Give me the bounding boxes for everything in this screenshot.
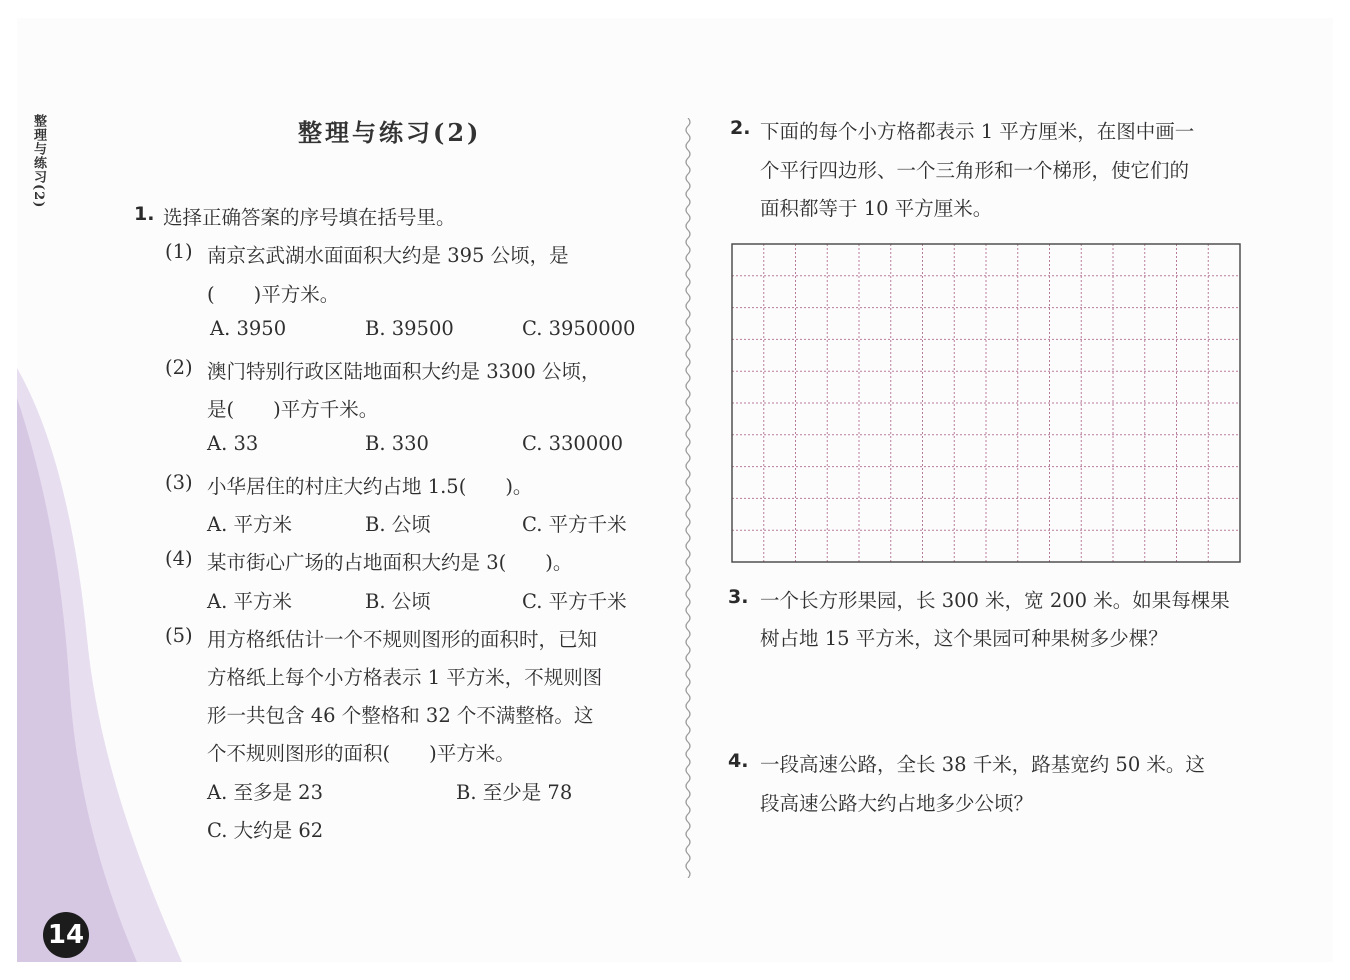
q3-line2: 树占地 15 平方米，这个果园可种果树多少棵？: [760, 627, 1168, 650]
q1-2-line2: 是( )平方千米。: [207, 398, 379, 421]
q1-5-label: (5): [165, 624, 193, 647]
q1-2-option-c: C. 330000: [522, 432, 624, 455]
q1-3-option-c: C. 平方千米: [522, 513, 627, 536]
q1-1-option-c: C. 3950000: [522, 317, 636, 340]
q3-number: 3.: [728, 586, 749, 608]
q1-5-option-b: B. 至少是 78: [456, 781, 573, 804]
q3-line1: 一个长方形果园，长 300 米，宽 200 米。如果每棵果: [760, 589, 1230, 612]
q1-2-line1: 澳门特别行政区陆地面积大约是 3300 公顷，: [207, 360, 601, 383]
q1-5-option-c: C. 大约是 62: [207, 819, 324, 842]
q1-1-label: (1): [165, 240, 193, 263]
q2-line3: 面积都等于 10 平方厘米。: [760, 197, 993, 220]
q1-4-label: (4): [165, 547, 193, 570]
q1-3-line1: 小华居住的村庄大约占地 1.5( )。: [207, 475, 533, 498]
q1-5-line2: 方格纸上每个小方格表示 1 平方米，不规则图: [207, 666, 603, 689]
q1-number: 1.: [134, 203, 155, 225]
q4-line1: 一段高速公路，全长 38 千米，路基宽约 50 米。这: [760, 753, 1205, 776]
q1-4-option-a: A. 平方米: [207, 590, 292, 613]
q1-3-label: (3): [165, 471, 193, 494]
q1-stem: 选择正确答案的序号填在括号里。: [163, 206, 456, 229]
q1-4-option-b: B. 公顷: [365, 590, 431, 613]
q1-1-line2: ( )平方米。: [207, 283, 340, 306]
q1-5-line4: 个不规则图形的面积( )平方米。: [207, 742, 515, 765]
q1-3-option-a: A. 平方米: [207, 513, 292, 536]
q4-line2: 段高速公路大约占地多少公顷？: [760, 792, 1034, 815]
q2-number: 2.: [730, 117, 751, 139]
wavy-divider: [678, 118, 698, 878]
page-number: 14: [43, 912, 89, 958]
q1-1-option-b: B. 39500: [365, 317, 454, 340]
q1-2-option-a: A. 33: [207, 432, 259, 455]
page-title: 整理与练习(2): [298, 118, 482, 147]
square-grid[interactable]: [730, 242, 1242, 564]
q1-5-line1: 用方格纸估计一个不规则图形的面积时，已知: [207, 628, 598, 651]
q1-5-option-a: A. 至多是 23: [207, 781, 323, 804]
q1-4-line1: 某市街心广场的占地面积大约是 3( )。: [207, 551, 573, 574]
q1-5-line3: 形一共包含 46 个整格和 32 个不满整格。这: [207, 704, 594, 727]
q1-2-option-b: B. 330: [365, 432, 429, 455]
q1-2-label: (2): [165, 356, 193, 379]
q2-line1: 下面的每个小方格都表示 1 平方厘米，在图中画一: [760, 120, 1195, 143]
q4-number: 4.: [728, 750, 749, 772]
q2-line2: 个平行四边形、一个三角形和一个梯形，使它们的: [760, 159, 1190, 182]
q1-4-option-c: C. 平方千米: [522, 590, 627, 613]
q1-1-line1: 南京玄武湖水面面积大约是 395 公顷，是: [207, 244, 569, 267]
q1-1-option-a: A. 3950: [210, 317, 287, 340]
side-title: 整理与练习(2): [31, 114, 46, 209]
q1-3-option-b: B. 公顷: [365, 513, 431, 536]
